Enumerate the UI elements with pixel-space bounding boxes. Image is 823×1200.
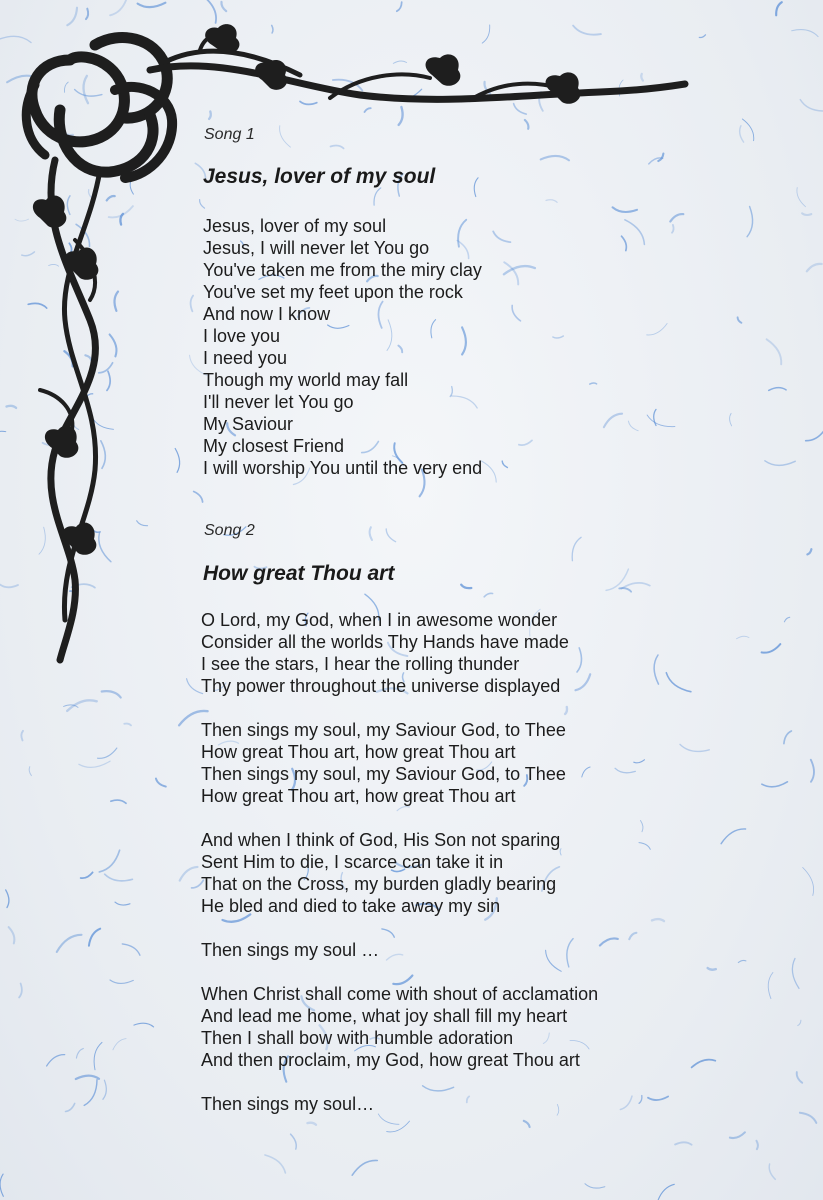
paper-fiber [21,731,23,741]
lyric-line: And now I know [203,304,331,324]
paper-fiber [265,1155,285,1173]
paper-fiber [807,549,811,554]
stanza [201,939,598,961]
lyric-line: How great Thou art, how great Thou art [201,786,516,806]
lyric-line: Consider all the worlds Thy Hands have made [201,632,569,652]
lyric-line: I need you [203,348,288,368]
paper-fiber [762,644,781,653]
paper-fiber [67,700,97,711]
paper-fiber [115,902,130,905]
paper-fiber [89,929,100,946]
stanza [201,719,598,807]
paper-fiber [600,938,618,945]
paper-fiber [57,935,82,952]
paper-fiber [797,188,806,207]
paper-fiber [9,927,15,943]
paper-fiber [0,1174,3,1196]
paper-fiber [103,1080,106,1099]
paper-fiber [730,1132,745,1138]
paper-fiber [708,968,716,970]
paper-fiber [675,1142,692,1144]
paper-fiber [800,100,823,111]
paper-fiber [585,1184,605,1188]
paper-fiber [76,1049,83,1059]
paper-fiber [19,984,22,998]
paper-fiber [657,1184,675,1200]
lyric-line: I will worship You until the very end [203,458,483,478]
paper-fiber [641,821,643,832]
lyric-line: How great Thou art, how great Thou art [201,742,516,762]
paper-fiber [792,958,799,988]
paper-fiber [742,119,753,141]
paper-fiber [639,843,650,850]
lyric-line: That on the Cross, my burden gladly bearing [201,874,557,894]
paper-fiber [629,933,636,939]
lyric-line: You've set my feet upon the rock [203,282,463,302]
paper-fiber [802,213,811,215]
paper-fiber [122,944,140,955]
paper-fiber [6,890,9,908]
paper-fiber [738,960,746,962]
lyric-line: O Lord, my God, when I in awesome wonder [201,610,558,630]
paper-fiber [784,731,792,744]
paper-fiber [352,1160,377,1175]
lyric-line: My closest Friend [203,436,345,456]
song-1-lyrics [203,215,482,501]
paper-fiber [105,874,133,881]
paper-fiber [806,427,823,441]
lyric-line: Then I shall bow with humble adoration [201,1028,514,1048]
paper-fiber [757,1141,758,1149]
paper-fiber [76,1076,99,1079]
paper-fiber [110,980,133,983]
stanza [203,215,482,479]
paper-fiber [811,760,814,782]
paper-fiber [762,782,788,787]
paper-fiber [124,724,131,726]
paper-fiber [94,1042,102,1069]
paper-fiber [797,1072,802,1083]
paper-fiber [765,461,795,466]
lyric-line: I love you [203,326,281,346]
paper-fiber [620,1096,632,1109]
paper-fiber [699,35,705,38]
lyric-line: Then sings my soul … [201,940,380,960]
paper-fiber [738,317,742,322]
paper-fiber [730,413,732,425]
paper-fiber [652,919,664,921]
lyric-line: Sent Him to die, I scarce can take it in [201,852,504,872]
paper-fiber [113,1039,126,1050]
lyric-line: I see the stars, I hear the rolling thunder [201,654,520,674]
song-1-label: Song 1 [204,126,255,143]
paper-fiber [81,872,93,878]
paper-fiber [84,1080,97,1106]
paper-fiber [680,744,709,751]
stanza [201,829,598,917]
paper-fiber [47,1055,65,1066]
paper-fiber [111,800,126,803]
paper-fiber [102,691,121,697]
lyric-line: He bled and died to take away my sin [201,896,501,916]
song-2-title: How great Thou art [203,562,395,585]
paper-fiber [800,1113,816,1123]
lyric-line: And when I think of God, His Son not sparing [201,830,561,850]
paper-fiber [792,30,818,37]
paper-fiber [768,973,773,999]
paper-fiber [66,1103,75,1111]
lyric-line: Then sings my soul, my Saviour God, to Thee [201,764,566,784]
song-1-title: Jesus, lover of my soul [203,165,436,188]
paper-fiber [798,1020,801,1025]
lyric-line: And then proclaim, my God, how great Thou art [201,1050,580,1070]
lyric-line: Though my world may fall [203,370,409,390]
lyric-line: Jesus, lover of my soul [203,216,387,236]
paper-fiber [740,126,744,142]
song-2-lyrics [201,609,598,1137]
paper-fiber [767,339,782,364]
paper-fiber [615,768,635,772]
paper-fiber [99,850,119,872]
paper-fiber [803,868,814,896]
paper-fiber [29,767,31,776]
paper-fiber [634,760,645,763]
paper-fiber [98,748,117,758]
paper-fiber [692,1060,716,1068]
paper-fiber [721,829,746,844]
paper-fiber [666,673,691,692]
paper-fiber [180,867,198,881]
paper-fiber [79,761,110,767]
paper-fiber [737,636,749,639]
stanza [201,1093,598,1115]
lyric-line: You've taken me from the miry clay [203,260,482,280]
stanza [201,609,598,697]
lyric-line: Then sings my soul… [201,1094,375,1114]
paper-fiber [784,617,789,622]
paper-fiber [639,1096,642,1104]
paper-fiber [648,1097,668,1101]
paper-fiber [769,388,786,391]
lyric-line: Thy power throughout the universe displayed [201,676,561,696]
lyric-line: And lead me home, what joy shall fill my heart [201,1006,568,1026]
lyric-line: My Saviour [203,414,294,434]
stanza [201,983,598,1071]
paper-fiber [156,779,166,787]
paper-fiber [807,264,822,271]
lyric-line: I'll never let You go [203,392,354,412]
lyric-line: Jesus, I will never let You go [203,238,430,258]
paper-fiber [769,1164,775,1179]
paper-fiber [134,1023,154,1027]
lyric-line: When Christ shall come with shout of acclamation [201,984,599,1004]
lyric-line: Then sings my soul, my Saviour God, to Thee [201,720,566,740]
song-2-label: Song 2 [204,522,255,539]
paper-fiber [776,2,782,15]
paper-fiber [747,207,752,237]
